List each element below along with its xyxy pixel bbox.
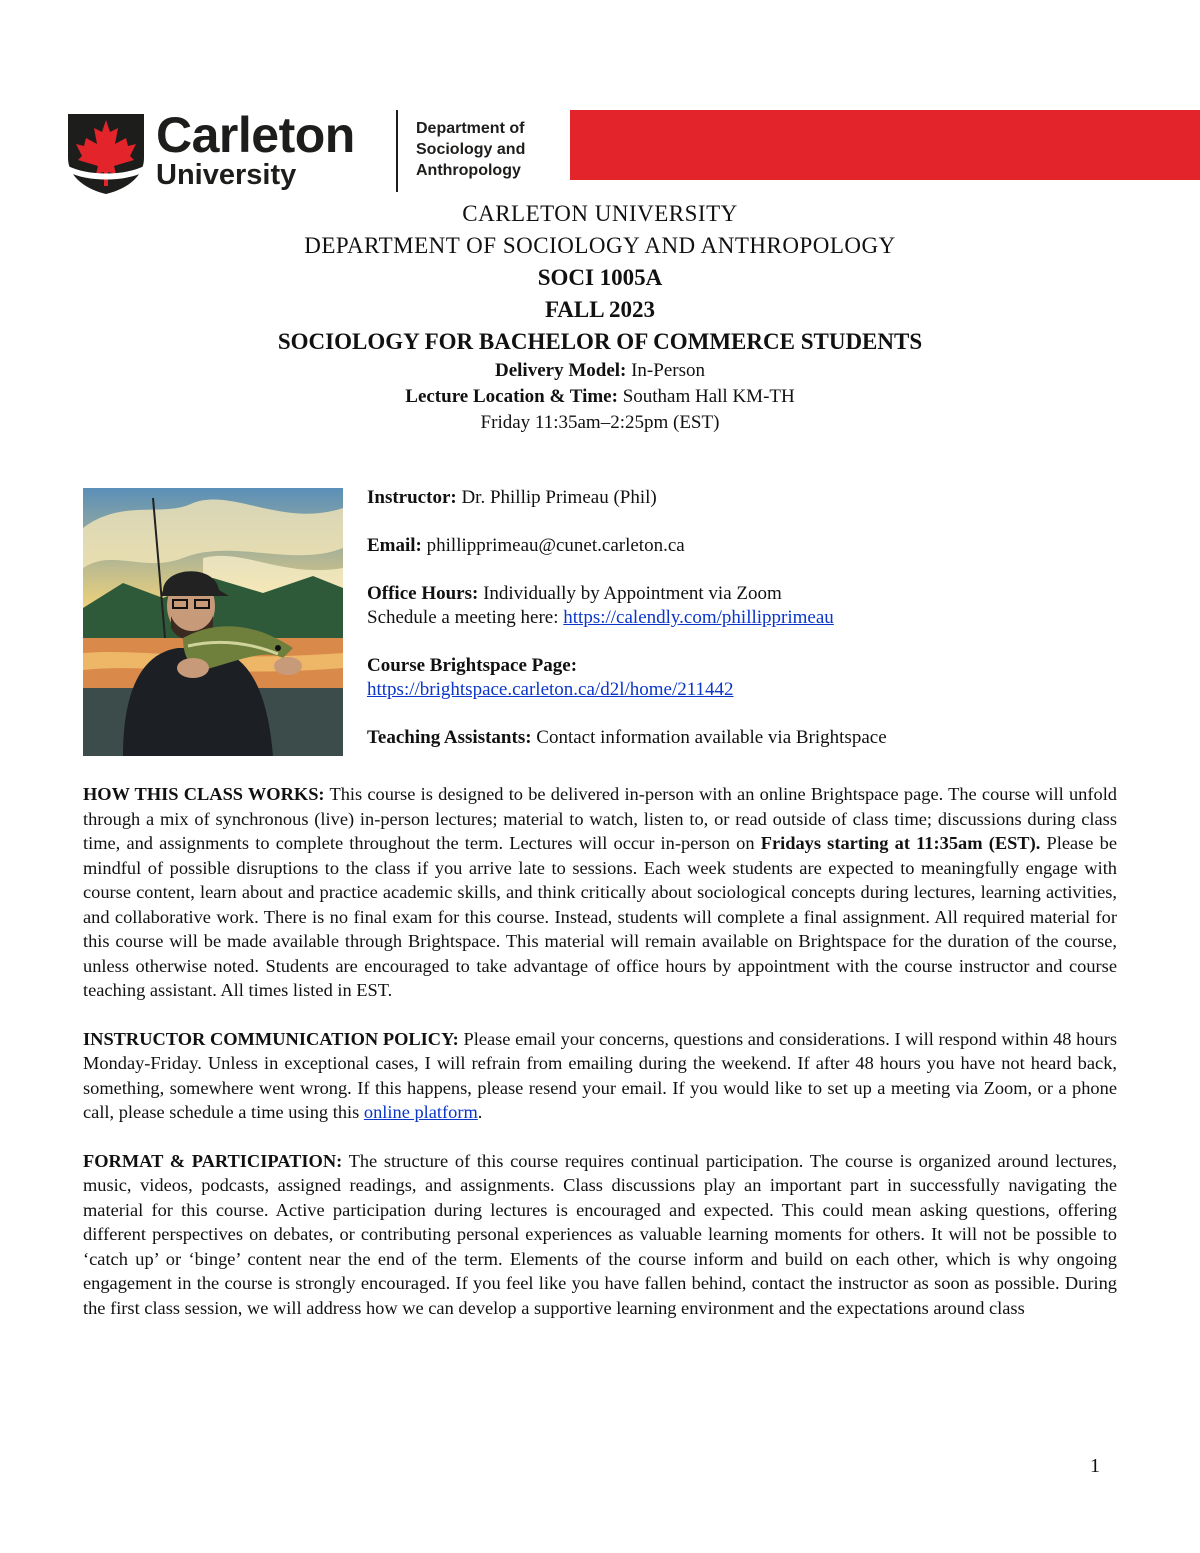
ta-value: Contact information available via Brightspace [531, 727, 887, 748]
syllabus-body [83, 782, 1117, 1344]
instructor-name: Dr. Phillip Primeau (Phil) [456, 487, 657, 508]
lecture-location [0, 384, 1200, 410]
location-value: Southam Hall KM-TH [617, 386, 795, 407]
how-text: This course is designed to be delivered in-person with an online Brightspace page. The course will unfold through a mix of synchronous (live) in-person lectures; material to watch, listen to, or read outside of class time; discussions during class time, and assignments to complete throughout the term. Lectures will occur in-person on [83, 784, 1117, 853]
dept-line: Department of [416, 120, 525, 137]
email-label: Email: [367, 535, 422, 556]
instructor-photo [83, 488, 343, 756]
carleton-logo [68, 108, 548, 198]
logo-word-university: University [156, 159, 297, 191]
how-label: HOW THIS CLASS WORKS: [83, 784, 325, 804]
logo-department [416, 118, 525, 181]
logo-word-carleton: Carleton [156, 107, 355, 163]
schedule-text: Schedule a meeting here: [367, 607, 564, 628]
communication-policy-paragraph [83, 1027, 1117, 1125]
brightspace-link[interactable]: https://brightspace.carleton.ca/d2l/home/211442 [367, 679, 734, 700]
dept-line: Anthropology [416, 162, 521, 179]
how-text: Please be mindful of possible disruptions to the class if you arrive late to sessions. Each week students are expected to meaningfully engage with course content, learn about and practice academic skills, and think critically about sociological concepts during lectures, learning activities, and collaborative work. There is no final exam for this course. Instead, students will complete a final assignment. All required material for this course will be made available through Brightspace. This material will remain available on Brightspace for the duration of the course, unless otherwise noted. Students are encouraged to take advantage of office hours by appointment with the course instructor and course teaching assistant. All times listed in EST. [83, 833, 1117, 1000]
page-number: 1 [1090, 1455, 1100, 1477]
format-text: The structure of this course requires continual participation. The course is organized around lectures, music, videos, podcasts, assigned readings, and assignments. Class discussions play an important part in successfully navigating the material for this course. Active participation during lectures is encouraged and expected. This could mean asking questions, offering different perspectives on debates, or contributing personal experiences as valuable learning moments for others. It will not be possible to ‘catch up’ or ‘binge’ content near the end of the term. Elements of the course inform and build on each other, which is why ongoing engagement in the course is strongly encouraged. If you feel like you have fallen behind, contact the instructor as soon as possible. During the first class session, we will address how we can develop a supportive learning environment and the expectations around class [83, 1150, 1117, 1318]
course-code: SOCI 1005A [537, 265, 663, 290]
brightspace-label: Course Brightspace Page: [367, 655, 578, 676]
instructor-label: Instructor: [367, 487, 457, 508]
comm-end: . [477, 1102, 483, 1122]
email-address: phillipprimeau@cunet.carleton.ca [421, 535, 685, 556]
office-hours-line [367, 582, 1147, 630]
how-bold: Fridays starting at 11:35am (EST). [760, 833, 1041, 853]
university-name: CARLETON UNIVERSITY [462, 201, 738, 226]
instructor-line [367, 486, 1147, 510]
location-label: Lecture Location & Time: [405, 386, 618, 407]
title-block [0, 198, 1200, 436]
instructor-info [367, 486, 1147, 774]
ta-line [367, 726, 1147, 750]
brightspace-line [367, 654, 1147, 702]
logo-wordmark [156, 108, 355, 190]
comm-label: INSTRUCTOR COMMUNICATION POLICY: [83, 1028, 459, 1049]
office-hours-value: Individually by Appointment via Zoom [478, 583, 782, 604]
lecture-time: Friday 11:35am–2:25pm (EST) [480, 412, 720, 433]
format-label: FORMAT & PARTICIPATION: [83, 1150, 343, 1171]
calendly-link[interactable]: https://calendly.com/phillipprimeau [563, 607, 834, 628]
header-red-bar [570, 110, 1200, 180]
format-participation-paragraph [83, 1149, 1117, 1321]
dept-line: Sociology and [416, 141, 526, 158]
course-term: FALL 2023 [544, 297, 656, 322]
logo-divider [396, 110, 398, 192]
delivery-model [0, 358, 1200, 384]
office-hours-label: Office Hours: [367, 583, 479, 604]
comm-text: Please email your concerns, questions and considerations. I will respond within 48 hours Monday-Friday. Unless in exceptional cases, I will refrain from emailing during the weekend. If after 48 hours you have not heard back, something, somewhere went wrong. If this happens, please resend your email. If you would like to set up a meeting via Zoom, or a phone call, please schedule a time using this [83, 1028, 1117, 1122]
maple-leaf-shield-icon [68, 114, 144, 194]
delivery-label: Delivery Model: [494, 360, 627, 381]
delivery-value: In-Person [626, 360, 705, 381]
department-name: DEPARTMENT OF SOCIOLOGY AND ANTHROPOLOGY [304, 233, 896, 258]
how-class-works-paragraph [83, 782, 1117, 1003]
email-line [367, 534, 1147, 558]
online-platform-link[interactable]: online platform [363, 1102, 478, 1122]
course-title: SOCIOLOGY FOR BACHELOR OF COMMERCE STUDENTS [277, 329, 923, 354]
ta-label: Teaching Assistants: [367, 727, 532, 748]
